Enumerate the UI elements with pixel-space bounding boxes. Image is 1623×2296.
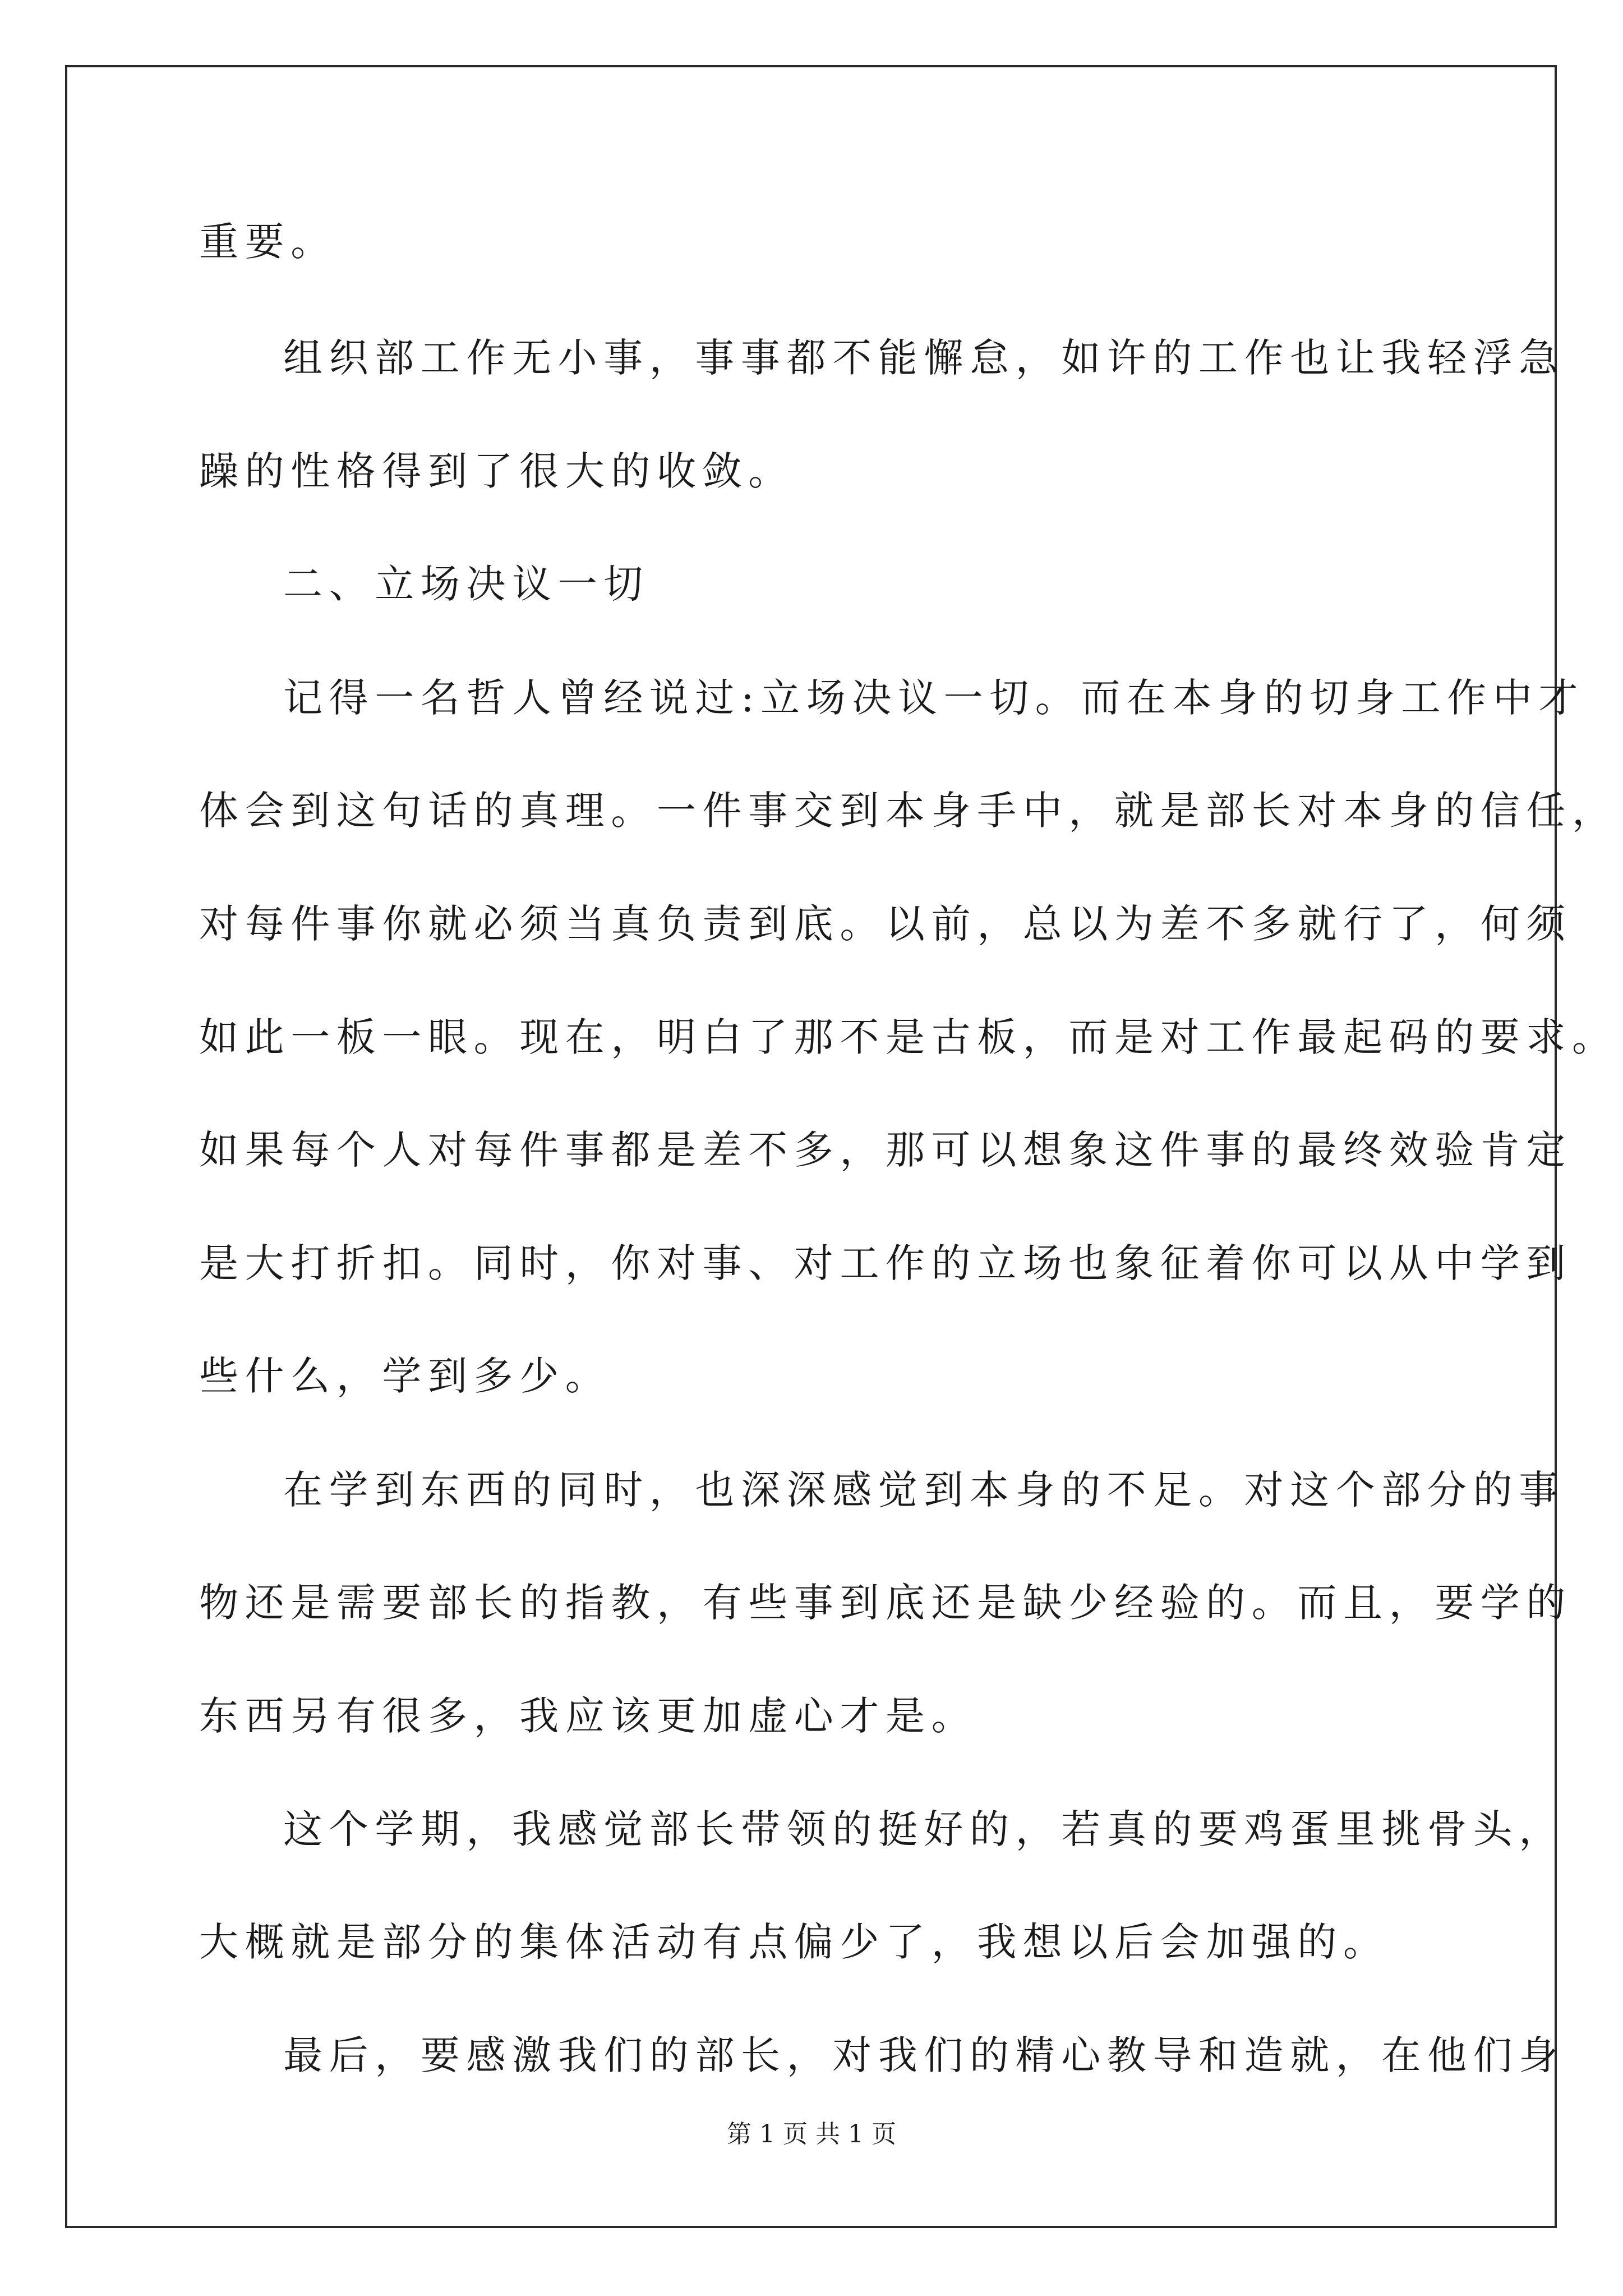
paragraph-first-line: 在学到东西的同时，也深深感觉到本身的不足。对这个部分的事 <box>283 1467 1565 1513</box>
paragraph-first-line: 记得一名哲人曾经说过:立场决议一切。而在本身的切身工作中才 <box>283 675 1584 721</box>
paragraph-first-line: 最后，要感激我们的部长，对我们的精心教导和造就，在他们身 <box>283 2032 1565 2078</box>
text-line: 些什么，学到多少。 <box>199 1353 611 1399</box>
text-line: 重要。 <box>199 219 336 265</box>
text-line: 是大打折扣。同时，你对事、对工作的立场也象征着你可以从中学到 <box>199 1240 1572 1286</box>
paragraph-first-line: 这个学期，我感觉部长带领的挺好的，若真的要鸡蛋里挑骨头， <box>283 1806 1565 1852</box>
text-line: 体会到这句话的真理。一件事交到本身手中，就是部长对本身的信任， <box>199 788 1618 834</box>
text-line: 如此一板一眼。现在，明白了那不是古板，而是对工作最起码的要求。 <box>199 1014 1618 1060</box>
paragraph-first-line: 组织部工作无小事，事事都不能懈怠，如许的工作也让我轻浮急 <box>283 335 1565 381</box>
text-line: 物还是需要部长的指教，有些事到底还是缺少经验的。而且，要学的 <box>199 1580 1572 1626</box>
text-line: 躁的性格得到了很大的收敛。 <box>199 448 794 494</box>
text-line: 对每件事你就必须当真负责到底。以前，总以为差不多就行了，何须 <box>199 901 1572 947</box>
text-line: 东西另有很多，我应该更加虚心才是。 <box>199 1693 978 1739</box>
text-line: 大概就是部分的集体活动有点偏少了，我想以后会加强的。 <box>199 1919 1389 1965</box>
page-number-footer: 第 1 页 共 1 页 <box>727 2120 896 2148</box>
text-line: 如果每个人对每件事都是差不多，那可以想象这件事的最终效验肯定 <box>199 1127 1572 1173</box>
section-heading: 二、立场决议一切 <box>283 561 649 607</box>
